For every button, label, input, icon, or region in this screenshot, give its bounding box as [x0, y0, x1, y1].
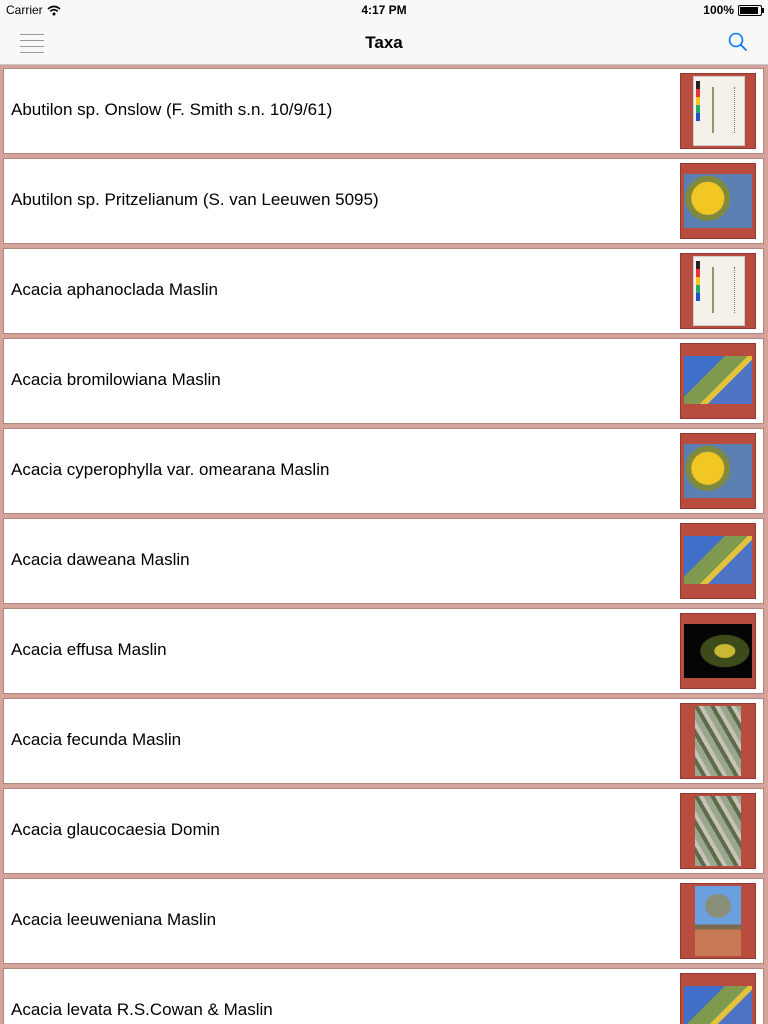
taxon-thumbnail	[680, 523, 756, 599]
taxon-thumbnail	[680, 343, 756, 419]
taxon-thumbnail	[680, 163, 756, 239]
navigation-bar	[0, 20, 768, 65]
taxon-thumbnail	[680, 973, 756, 1024]
taxon-row[interactable]	[3, 608, 764, 694]
taxon-name: Acacia bromilowiana Maslin	[11, 370, 221, 389]
clock: 4:17 PM	[361, 3, 407, 17]
taxon-name: Abutilon sp. Pritzelianum (S. van Leeuwen 5095)	[11, 190, 379, 209]
taxon-name: Acacia levata R.S.Cowan & Maslin	[11, 1000, 273, 1019]
taxon-row[interactable]	[3, 518, 764, 604]
taxon-row[interactable]	[3, 338, 764, 424]
taxon-thumbnail	[680, 433, 756, 509]
taxon-name: Abutilon sp. Onslow (F. Smith s.n. 10/9/61)	[11, 100, 333, 119]
battery-fill	[740, 7, 758, 14]
taxon-name: Acacia leeuweniana Maslin	[11, 910, 217, 929]
taxon-name: Acacia fecunda Maslin	[11, 730, 182, 749]
battery-icon	[738, 5, 762, 16]
taxon-row[interactable]	[3, 878, 764, 964]
taxon-thumbnail	[680, 793, 756, 869]
taxon-row[interactable]	[3, 968, 764, 1024]
taxa-list	[0, 65, 768, 1024]
taxon-thumbnail	[680, 883, 756, 959]
taxon-row[interactable]	[3, 158, 764, 244]
taxon-row[interactable]	[3, 68, 764, 154]
taxon-name: Acacia daweana Maslin	[11, 550, 190, 569]
taxon-row[interactable]	[3, 698, 764, 784]
taxon-row[interactable]	[3, 248, 764, 334]
taxon-thumbnail	[680, 253, 756, 329]
taxon-name: Acacia effusa Maslin	[11, 640, 167, 659]
taxon-name: Acacia aphanoclada Maslin	[11, 280, 218, 299]
taxon-row[interactable]	[3, 428, 764, 514]
taxon-name: Acacia glaucocaesia Domin	[11, 820, 220, 839]
search-icon	[726, 30, 750, 54]
carrier-label: Carrier	[6, 3, 43, 17]
page-title: Taxa	[365, 33, 403, 52]
status-bar	[0, 0, 768, 20]
taxon-thumbnail	[680, 73, 756, 149]
taxon-row[interactable]	[3, 788, 764, 874]
taxon-thumbnail	[680, 703, 756, 779]
taxon-thumbnail	[680, 613, 756, 689]
taxon-name: Acacia cyperophylla var. omearana Maslin	[11, 460, 330, 479]
battery-percent: 100%	[703, 3, 734, 17]
search-button[interactable]	[726, 30, 750, 54]
